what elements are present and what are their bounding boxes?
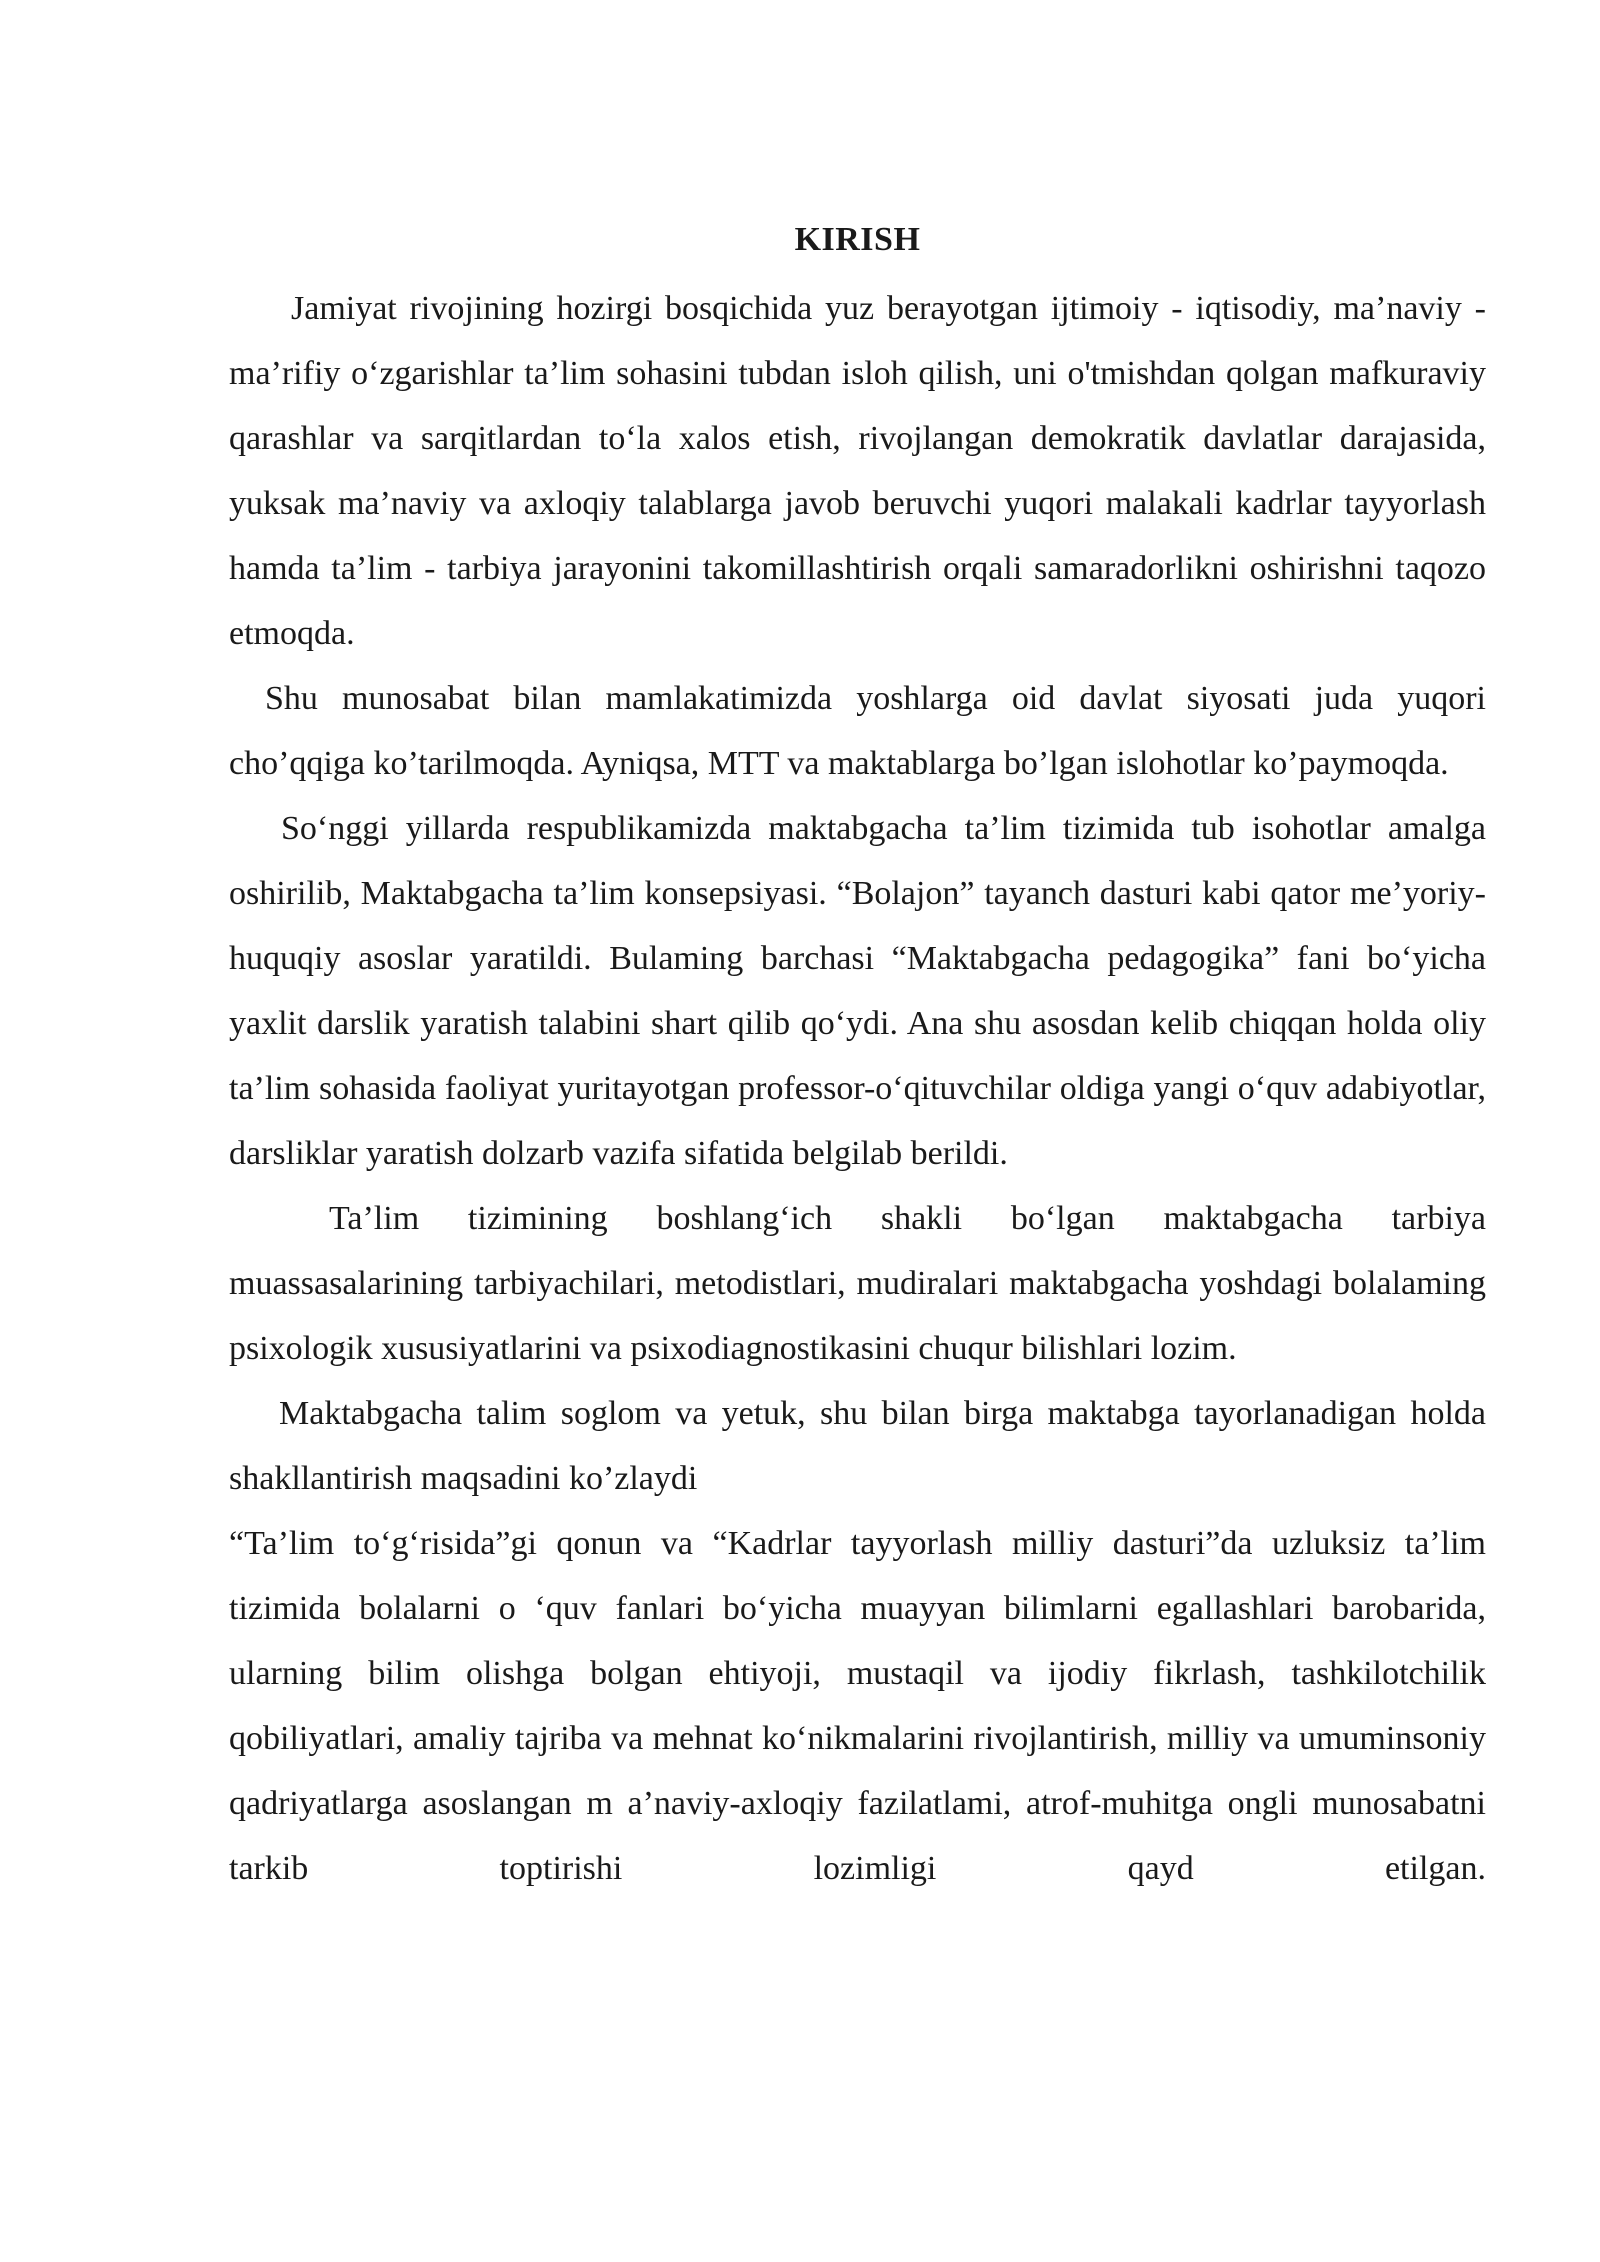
paragraph-4: Ta’lim tizimining boshlang‘ich shakli bo‘lgan maktabgacha tarbiya muassasalarining tarbiyachilari, metodistlari, mudiralari maktabgacha yoshdagi bolalaming psixologik xususiyatlarini va psixodiagnostikasini chuqur bilishlari lozim. [229,1200,1486,1367]
paragraph-1: Jamiyat rivojining hozirgi bosqichida yuz berayotgan ijtimoiy - iqtisodiy, ma’naviy - ma’rifiy o‘zgarishlar ta’lim sohasini tubdan isloh qilish, uni o'tmishdan qolgan mafkuraviy qarashlar va sarqitlardan to‘la xalos etish, rivojlangan demokratik davlatlar darajasida, yuksak ma’naviy va axloqiy talablarga javob beruvchi yuqori malakali kadrlar tayyorlash hamda ta’lim - tarbiya jarayonini takomillashtirish orqali samaradorlikni oshirishni taqozo etmoqda. [229,290,1486,652]
paragraph-3: So‘nggi yillarda respublikamizda maktabgacha ta’lim tizimida tub isohotlar amalga oshirilib, Maktabgacha ta’lim konsepsiyasi. “Bolajon” tayanch dasturi kabi qator me’yoriy-huquqiy asoslar yaratildi. Bulaming barchasi “Maktabgacha pedagogika” fani bo‘yicha yaxlit darslik yaratish talabini shart qilib qo‘ydi. Ana shu asosdan kelib chiqqan holda oliy ta’lim sohasida faoliyat yuritayotgan professor-o‘qituvchilar oldiga yangi o‘quv adabiyotlar, darsliklar yaratish dolzarb vazifa sifatida belgilab berildi. [229,810,1486,1172]
paragraph-5: Maktabgacha talim soglom va yetuk, shu bilan birga maktabga tayorlanadigan holda shakllantirish maqsadini ko’zlaydi [229,1395,1486,1497]
paragraph-6: “Ta’lim to‘g‘risida”gi qonun va “Kadrlar tayyorlash milliy dasturi”da uzluksiz ta’lim tizimida bolalarni o ‘quv fanlari bo‘yicha muayyan bilimlarni egallashlari barobarida, ularning bilim olishga bolgan ehtiyoji, mustaqil va ijodiy fikrlash, tashkilotchilik qobiliyatlari, amaliy tajriba va mehnat ko‘nikmalarini rivojlantirish, milliy va umuminsoniy qadriyatlarga asoslangan m a’naviy-axloqiy fazilatlami, atrof-muhitga ongli munosabatni tarkib toptirishi lozimligi qayd etilgan. [229,1525,1486,1887]
document-body [229,218,1486,1901]
page-title: KIRISH [794,221,921,258]
paragraph-2: Shu munosabat bilan mamlakatimizda yoshlarga oid davlat siyosati juda yuqori cho’qqiga ko’tarilmoqda. Ayniqsa, MTT va maktablarga bo’lgan islohotlar ko’paymoqda. [229,680,1486,782]
